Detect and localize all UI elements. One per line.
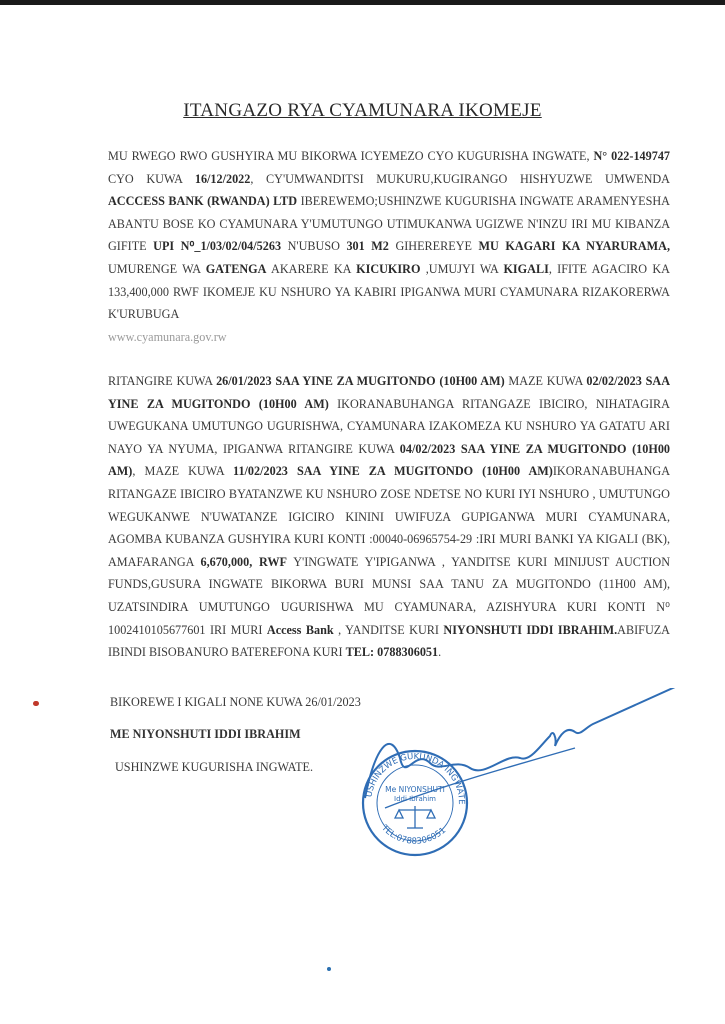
red-mark	[33, 701, 39, 706]
signatory-name: ME NIYONSHUTI IDDI IBRAHIM	[110, 727, 301, 741]
official-stamp	[363, 751, 467, 855]
auction-website-link[interactable]: www.cyamunara.gov.rw	[108, 329, 227, 344]
svg-text:TEL:0788306051: TEL:0788306051	[379, 823, 449, 847]
svg-text:Iddi Ibrahim: Iddi Ibrahim	[394, 795, 436, 803]
stamp-and-signature	[345, 688, 705, 888]
signatory-role: USHINZWE KUGURISHA INGWATE.	[115, 760, 314, 774]
blue-mark	[327, 967, 331, 971]
scan-top-edge	[0, 0, 725, 5]
scales-of-justice-icon	[395, 806, 435, 828]
paragraph-auction-details: RITANGIRE KUWA 26/01/2023 SAA YINE ZA MUGITONDO (10H00 AM) MAZE KUWA 02/02/2023 SAA YINE ZA MUGITONDO (10H00 AM) IKORANABUHANGA RITANGAZE IBICIRO, NIHATAGIRA UWEGUKANA UMUTUNGO UGURISHWA, CYAMUNARA IZAKOMEZA KU NSHURO YA GATATU ARI NAYO YA NYUMA, IPIGANWA RITANGIRE KUWA 04/02/2023 SAA YINE ZA MUGITONDO (10H00 AM), MAZE KUWA 11/02/2023 SAA YINE ZA MUGITONDO (10H00 AM)IKORANABUHANGA RITANGAZE IBICIRO BYATANZWE KU NSHURO ZOSE NDETSE NO KURI IYI NSHURO , UMUTUNGO WEGUKANWE N'UWATANZE IGICIRO KININI UWIFUZA GUPIGANWA MURI CYAMUNARA, AGOMBA KUBANZA GUSHYIRA KURI KONTI :00040-06965754-29 :IRI MURI BANKI YA KIGALI (BK), AMAFARANGA 6,670,000, RWF Y'INGWATE Y'IPIGANWA , YANDITSE KURI MINIJUST AUCTION FUNDS,GUSURA INGWATE BIKORWA BURI MUNSI SAA TANU ZA MUGITONDO (11H00 AM), UZATSINDIRA UMUTUNGO UGURISHWA MU CYAMUNARA, AZISHYURA KURI KONTI N⁰ 1002410105677601 IRI MURI Access Bank , YANDITSE KURI NIYONSHUTI IDDI IBRAHIM.ABIFUZA IBINDI BISOBANURO BATEREFONA KURI TEL: 0788306051.	[108, 374, 671, 660]
svg-text:USHINZWE GUKUNDA INGWATE: USHINZWE GUKUNDA INGWATE	[364, 751, 467, 805]
date-line: BIKOREWE I KIGALI NONE KUWA 26/01/2023	[110, 695, 361, 709]
svg-text:Me NIYONSHUTI: Me NIYONSHUTI	[385, 785, 445, 794]
document-title: ITANGAZO RYA CYAMUNARA IKOMEJE	[183, 100, 542, 121]
paragraph-announcement: MU RWEGO RWO GUSHYIRA MU BIKORWA ICYEMEZO CYO KUGURISHA INGWATE, N° 022-149747 CYO KUWA 16/12/2022, CY'UMWANDITSI MUKURU,KUGIRANGO HISHYUZWE UMWENDA ACCCESS BANK (RWANDA) LTD IBEREWEMO;USHINZWE KUGURISHA INGWATE ARAMENYESHA ABANTU BOSE KO CYAMUNARA Y'UMUTUNGO UTIMUKANWA UGIZWE N'INZU IRI MU KIBANZA GIFITE UPI N⁰_1/03/02/04/5263 N'UBUSO 301 M2 GIHEREREYE MU KAGARI KA NYARURAMA, UMURENGE WA GATENGA AKARERE KA KICUKIRO ,UMUJYI WA KIGALI, IFITE AGACIRO KA 133,400,000 RWF IKOMEJE KU NSHURO YA KABIRI IPIGANWA MURI CYAMUNARA RIZAKORERWA K'URUBUGA www.cyamunara.gov.rw	[108, 149, 671, 344]
signature-scribble	[365, 688, 695, 798]
